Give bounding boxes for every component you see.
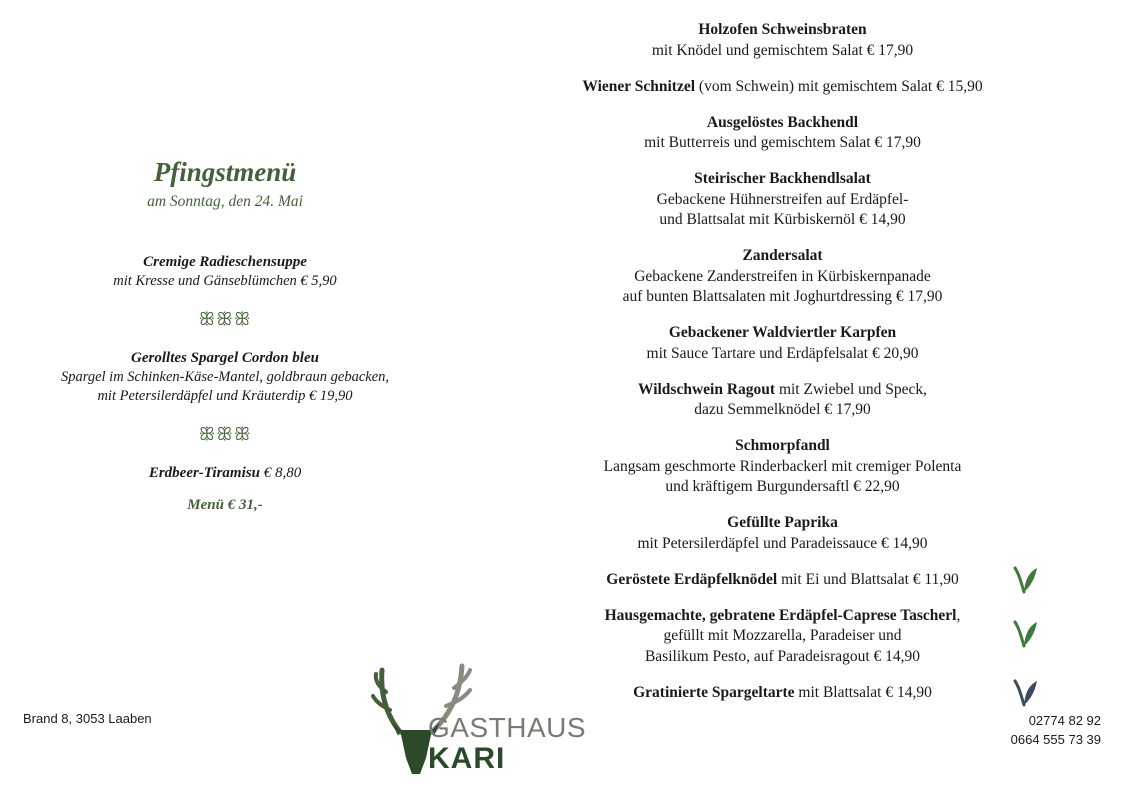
menu-total-price: Menü € 31,- (187, 496, 263, 513)
dish-line (560, 267, 1005, 288)
dish-text: (vom Schwein) mit gemischtem Salat € 15,90 (695, 77, 983, 95)
dish-item (560, 323, 1005, 364)
dish-name: Steirischer Backhendlsalat (694, 170, 871, 187)
dish-line (560, 323, 1005, 344)
dish-line (560, 457, 1005, 478)
dish-line (560, 626, 1005, 647)
dish-item (560, 113, 1005, 154)
ornament-divider: ꕥꕥꕥ (198, 423, 252, 444)
dish-line (560, 41, 1005, 62)
dish-line (560, 400, 1005, 421)
course-desc: mit Kresse und Gänseblümchen € 5,90 (113, 273, 337, 289)
dish-line (560, 570, 1005, 591)
phone-numbers (1011, 711, 1101, 749)
course-name: Gerolltes Spargel Cordon bleu (131, 349, 319, 366)
dish-text: mit Butterreis und gemischtem Salat € 17,90 (644, 134, 921, 151)
vegetarian-leaf-icon (1011, 677, 1039, 707)
phone-landline: 02774 82 92 (1028, 713, 1101, 728)
dish-line (560, 169, 1005, 190)
dish-list (560, 20, 1005, 719)
dish-name: Wildschwein Ragout (637, 380, 776, 398)
menu-date: am Sonntag, den 24. Mai (147, 193, 303, 210)
dish-text: Basilikum Pesto, auf Paradeisragout € 14,90 (644, 647, 921, 665)
course-price: € 8,80 (263, 464, 302, 481)
pfingstmenu-section (30, 152, 420, 515)
dish-line (560, 190, 1005, 211)
menu-title: Pfingstmenü (153, 157, 297, 187)
dish-name: Gebackener Waldviertler Karpfen (668, 324, 897, 341)
dish-name: Holzofen Schweinsbraten (698, 21, 867, 38)
gasthaus-logo (370, 662, 610, 780)
dish-item (560, 169, 1005, 231)
dish-text: gefüllt mit Mozzarella, Paradeiser und (663, 627, 902, 644)
vegetarian-leaf-icon (1011, 618, 1039, 648)
dish-item (560, 77, 1005, 98)
dish-line (560, 77, 1005, 98)
address: Brand 8, 3053 Laaben (23, 711, 152, 726)
course-starter (30, 252, 420, 292)
dish-line (560, 534, 1005, 555)
course-desc: mit Petersilerdäpfel und Kräuterdip € 19,90 (97, 388, 353, 404)
dish-line (560, 344, 1005, 365)
dish-name: Wiener Schnitzel (582, 77, 696, 95)
dish-name: Hausgemachte, gebratene Erdäpfel-Caprese Tascherl (604, 606, 957, 624)
dish-text: Gebackene Zanderstreifen in Kürbiskernpanade (634, 267, 931, 285)
dish-name: Gratinierte Spargeltarte (633, 683, 795, 701)
dish-text: mit Knödel und gemischtem Salat € 17,90 (651, 41, 914, 59)
dish-line (560, 20, 1005, 41)
dish-item (560, 246, 1005, 308)
phone-mobile: 0664 555 73 39 (1010, 732, 1101, 747)
dish-line (560, 683, 1005, 704)
dish-name: Gefüllte Paprika (727, 514, 838, 531)
dish-item (560, 570, 1005, 591)
dish-name: Zandersalat (742, 247, 823, 264)
dish-line (560, 477, 1005, 498)
dish-text: mit Blattsalat € 14,90 (794, 683, 932, 701)
course-desc: Spargel im Schinken-Käse-Mantel, goldbraun gebacken, (60, 368, 390, 385)
dish-text: Langsam geschmorte Rinderbackerl mit cremiger Polenta (603, 457, 962, 475)
dish-text: auf bunten Blattsalaten mit Joghurtdressing € 17,90 (622, 288, 943, 305)
dish-item (560, 20, 1005, 61)
dish-line (560, 436, 1005, 457)
dish-text: mit Ei und Blattsalat € 11,90 (777, 570, 959, 588)
dish-text: mit Zwiebel und Speck, (775, 380, 928, 398)
dish-text: Gebackene Hühnerstreifen auf Erdäpfel- (656, 190, 909, 208)
dish-text: dazu Semmelknödel € 17,90 (694, 401, 871, 418)
ornament-divider: ꕥꕥꕥ (198, 308, 252, 329)
dish-line (560, 513, 1005, 534)
dish-text: , (956, 606, 961, 624)
dish-item (560, 436, 1005, 498)
course-main (30, 348, 420, 407)
dish-line (560, 287, 1005, 308)
dish-text: mit Sauce Tartare und Erdäpfelsalat € 20,90 (646, 344, 919, 362)
dish-name: Ausgelöstes Backhendl (706, 113, 859, 131)
dish-line (560, 113, 1005, 134)
dish-text: mit Petersilerdäpfel und Paradeissauce € 14,90 (637, 534, 928, 552)
dish-line (560, 210, 1005, 231)
dish-name: Geröstete Erdäpfelknödel (606, 570, 778, 588)
dish-item (560, 380, 1005, 421)
dish-line (560, 380, 1005, 401)
dish-item (560, 683, 1005, 704)
dish-line (560, 647, 1005, 668)
dish-text: und kräftigem Burgundersaftl € 22,90 (665, 478, 900, 495)
course-dessert (30, 463, 420, 483)
course-name: Cremige Radieschensuppe (143, 254, 307, 270)
dish-text: und Blattsalat mit Kürbiskernöl € 14,90 (659, 211, 906, 228)
dish-item (560, 513, 1005, 554)
dish-item (560, 606, 1005, 668)
dish-line (560, 606, 1005, 627)
course-name: Erdbeer-Tiramisu (148, 464, 260, 481)
logo-word-gasthaus: GASTHAUS (428, 712, 587, 743)
dish-name: Schmorpfandl (735, 437, 830, 454)
logo-word-kari: KARI (428, 742, 506, 775)
dish-line (560, 133, 1005, 154)
dish-line (560, 246, 1005, 267)
vegetarian-leaf-icon (1011, 564, 1039, 594)
